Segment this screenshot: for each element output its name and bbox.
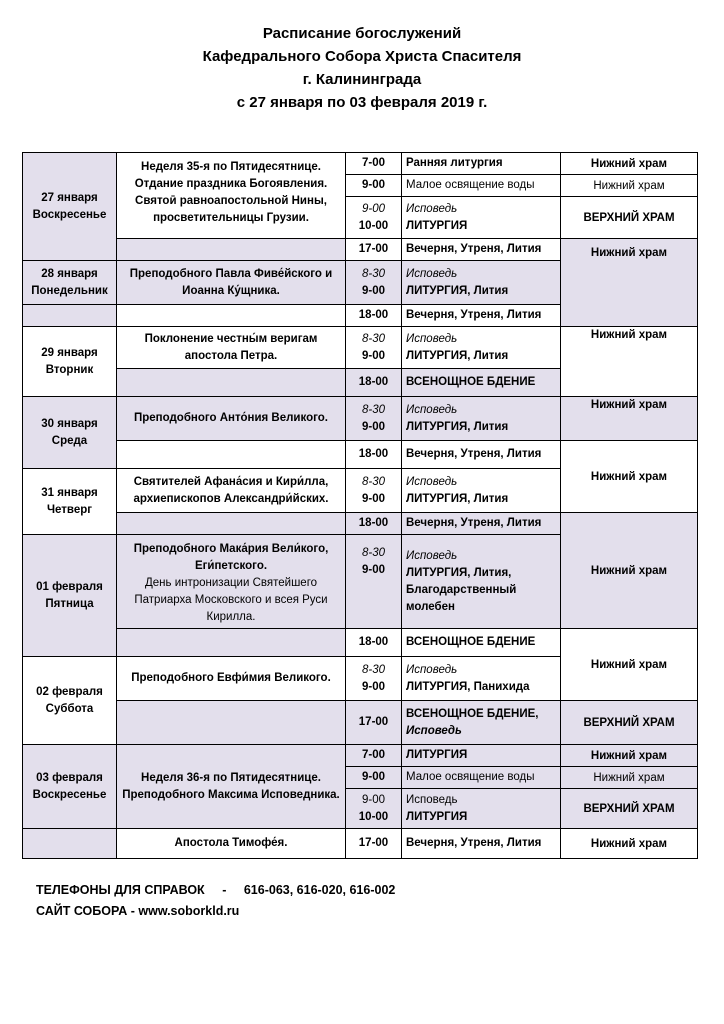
feast-extra: День интронизации Святейшего Патриарха Московского и всея Руси Кирилла. — [134, 577, 328, 623]
phones-line — [36, 880, 395, 901]
site-link[interactable]: www.soborkld.ru — [138, 904, 240, 918]
site-label: САЙТ СОБОРА - — [36, 904, 135, 918]
date: 01 февраля — [36, 580, 103, 593]
time-b: 9-00 — [361, 420, 386, 433]
feast-cell: Поклонение честны́м веригам апостола Петра. — [117, 327, 346, 369]
time-a: 9-00 — [361, 793, 386, 806]
time-cell: 18-00 — [346, 513, 402, 535]
service-a: Исповедь — [406, 549, 458, 562]
service-cell: Вечерня, Утреня, Лития — [402, 829, 561, 859]
day-cell — [23, 327, 117, 397]
service-b: ЛИТУРГИЯ — [406, 810, 468, 823]
time-b: 10-00 — [358, 219, 389, 232]
title-line-2: Кафедрального Собора Христа Спасителя — [202, 48, 522, 65]
time-cell — [346, 535, 402, 629]
time-b: 9-00 — [361, 349, 386, 362]
table-row — [23, 327, 698, 369]
time-a: 8-30 — [361, 403, 386, 416]
feast-cell: Апостола Тимофе́я. — [117, 829, 346, 859]
title-line-3: г. Калининграда — [302, 71, 422, 88]
service-cell — [402, 327, 561, 369]
date: 27 января — [41, 191, 98, 204]
service-cell — [402, 789, 561, 829]
place-cell: Нижний храм — [561, 513, 698, 629]
date: 02 февраля — [36, 685, 103, 698]
place-cell: Нижний храм — [561, 441, 698, 513]
service-cell: Малое освящение воды — [406, 179, 535, 191]
feast-cell: Святителей Афана́сия и Кири́лла, архиепископов Александри́йских. — [117, 469, 346, 513]
service-cell — [402, 657, 561, 701]
service-cell — [402, 469, 561, 513]
time-cell — [346, 261, 402, 305]
time-a: 9-00 — [361, 202, 386, 215]
service-cell: Ранняя литургия — [402, 153, 561, 175]
service-b: ЛИТУРГИЯ, Лития — [406, 349, 509, 362]
time-a: 8-30 — [361, 547, 386, 559]
time-cell — [346, 789, 402, 829]
day-cell — [23, 657, 117, 745]
service-a: ВСЕНОЩНОЕ БДЕНИЕ, — [406, 707, 539, 720]
time-a: 8-30 — [361, 332, 386, 345]
feast-cell: Преподобного Анто́ния Великого. — [117, 397, 346, 441]
service-cell — [402, 701, 561, 745]
service-b: ЛИТУРГИЯ, Панихида — [406, 680, 530, 693]
service-a: Исповедь — [406, 663, 458, 676]
place-cell: Нижний храм — [561, 153, 698, 175]
site-line — [36, 901, 395, 922]
place-cell: ВЕРХНИЙ ХРАМ — [561, 789, 698, 829]
service-a: Исповедь — [406, 403, 458, 416]
place-cell: Нижний храм — [561, 397, 698, 441]
service-cell — [402, 261, 561, 305]
service-b: ЛИТУРГИЯ, Лития — [406, 492, 509, 505]
phones-separator: - — [222, 883, 227, 897]
time-cell — [346, 397, 402, 441]
day-cell — [23, 397, 117, 469]
time-cell: 7-00 — [346, 745, 402, 767]
service-a: Исповедь — [406, 332, 458, 345]
service-cell: Вечерня, Утреня, Лития — [402, 305, 561, 327]
time-cell: 9-00 — [346, 175, 402, 197]
place-cell: Нижний храм — [561, 327, 698, 397]
service-a: Исповедь — [406, 793, 458, 806]
weekday: Понедельник — [31, 284, 108, 297]
service-a: Исповедь — [406, 475, 458, 488]
feast-cell: Преподобного Павла Фиве́йского и Иоанна Ку́щника. — [117, 261, 346, 305]
time-a: 8-30 — [361, 475, 386, 488]
place-cell: Нижний храм — [561, 239, 698, 327]
table-row — [23, 397, 698, 441]
service-b: ЛИТУРГИЯ — [406, 219, 468, 232]
table-row — [23, 441, 698, 469]
service-b: ЛИТУРГИЯ, Лития — [406, 420, 509, 433]
weekday: Воскресенье — [32, 788, 107, 801]
title-line-4: с 27 января по 03 февраля 2019 г. — [236, 94, 488, 111]
feast-main: Преподобного Мака́рия Вели́кого, Еги́петского. — [133, 543, 329, 572]
time-b: 9-00 — [361, 492, 386, 505]
service-b: ЛИТУРГИЯ, Лития — [406, 284, 509, 297]
service-cell: ЛИТУРГИЯ — [402, 745, 561, 767]
phones-numbers: 616-063, 616-020, 616-002 — [243, 883, 396, 897]
date: 31 января — [41, 486, 98, 499]
day-cell — [23, 261, 117, 305]
date: 28 января — [41, 267, 98, 280]
time-cell — [346, 657, 402, 701]
footer — [36, 880, 395, 922]
place-cell: Нижний храм — [561, 829, 698, 859]
service-cell: ВСЕНОЩНОЕ БДЕНИЕ — [402, 629, 561, 657]
time-cell: 17-00 — [346, 829, 402, 859]
table-row — [23, 513, 698, 535]
table-row — [23, 153, 698, 175]
time-a: 8-30 — [361, 663, 386, 676]
time-cell: 7-00 — [346, 153, 402, 175]
time-cell: 9-00 — [346, 767, 402, 789]
service-cell: Малое освящение воды — [406, 771, 535, 783]
weekday: Вторник — [45, 363, 94, 376]
title-line-1: Расписание богослужений — [262, 25, 462, 42]
table-row — [23, 701, 698, 745]
weekday: Суббота — [45, 702, 94, 715]
phones-label: ТЕЛЕФОНЫ ДЛЯ СПРАВОК — [36, 883, 205, 897]
date: 29 января — [41, 346, 98, 359]
place-cell: Нижний храм — [561, 629, 698, 701]
time-cell: 18-00 — [346, 305, 402, 327]
day-cell — [23, 745, 117, 829]
time-cell: 18-00 — [346, 629, 402, 657]
time-b: 9-00 — [361, 680, 386, 693]
weekday: Четверг — [46, 503, 93, 516]
feast-cell: Преподобного Евфи́мия Великого. — [117, 657, 346, 701]
day-cell — [23, 535, 117, 657]
place-cell: Нижний храм — [561, 767, 698, 789]
time-cell — [346, 197, 402, 239]
feast-cell: Неделя 36-я по Пятидесятнице. Преподобного Максима Исповедника. — [117, 745, 346, 829]
time-cell: 18-00 — [346, 441, 402, 469]
service-a: Исповедь — [406, 267, 458, 280]
service-cell: ВСЕНОЩНОЕ БДЕНИЕ — [402, 369, 561, 397]
table-row — [23, 629, 698, 657]
day-cell — [23, 469, 117, 535]
place-cell: ВЕРХНИЙ ХРАМ — [561, 701, 698, 745]
weekday: Пятница — [45, 597, 94, 610]
service-cell: Вечерня, Утреня, Лития — [402, 239, 561, 261]
feast-cell — [117, 535, 346, 629]
place-cell: ВЕРХНИЙ ХРАМ — [561, 197, 698, 239]
place-cell: Нижний храм — [561, 745, 698, 767]
schedule-table — [22, 152, 698, 859]
table-row — [23, 745, 698, 767]
time-cell — [346, 327, 402, 369]
date: 03 февраля — [36, 771, 103, 784]
service-cell — [402, 535, 561, 629]
time-b: 10-00 — [358, 810, 389, 823]
table-row — [23, 829, 698, 859]
service-cell — [402, 197, 561, 239]
time-cell — [346, 469, 402, 513]
service-a: Исповедь — [406, 202, 458, 215]
service-b: Исповедь — [406, 724, 462, 737]
page-title — [0, 22, 724, 114]
day-cell — [23, 153, 117, 261]
time-cell: 18-00 — [346, 369, 402, 397]
service-cell: Вечерня, Утреня, Лития — [402, 441, 561, 469]
weekday: Среда — [51, 434, 88, 447]
service-cell: Вечерня, Утреня, Лития — [402, 513, 561, 535]
time-cell: 17-00 — [346, 701, 402, 745]
time-b: 9-00 — [361, 284, 386, 297]
time-a: 8-30 — [361, 267, 386, 280]
date: 30 января — [41, 417, 98, 430]
time-b: 9-00 — [361, 564, 386, 576]
table-row — [23, 239, 698, 261]
feast-cell: Неделя 35-я по Пятидесятнице. Отдание праздника Богоявления. Святоӣ равноапостольной Нины, просветительницы Грузии. — [117, 153, 346, 239]
time-cell: 17-00 — [346, 239, 402, 261]
place-cell: Нижний храм — [561, 175, 698, 197]
weekday: Воскресенье — [32, 208, 107, 221]
service-cell — [402, 397, 561, 441]
service-b: ЛИТУРГИЯ, Лития, Благодарственный молебен — [406, 566, 517, 613]
